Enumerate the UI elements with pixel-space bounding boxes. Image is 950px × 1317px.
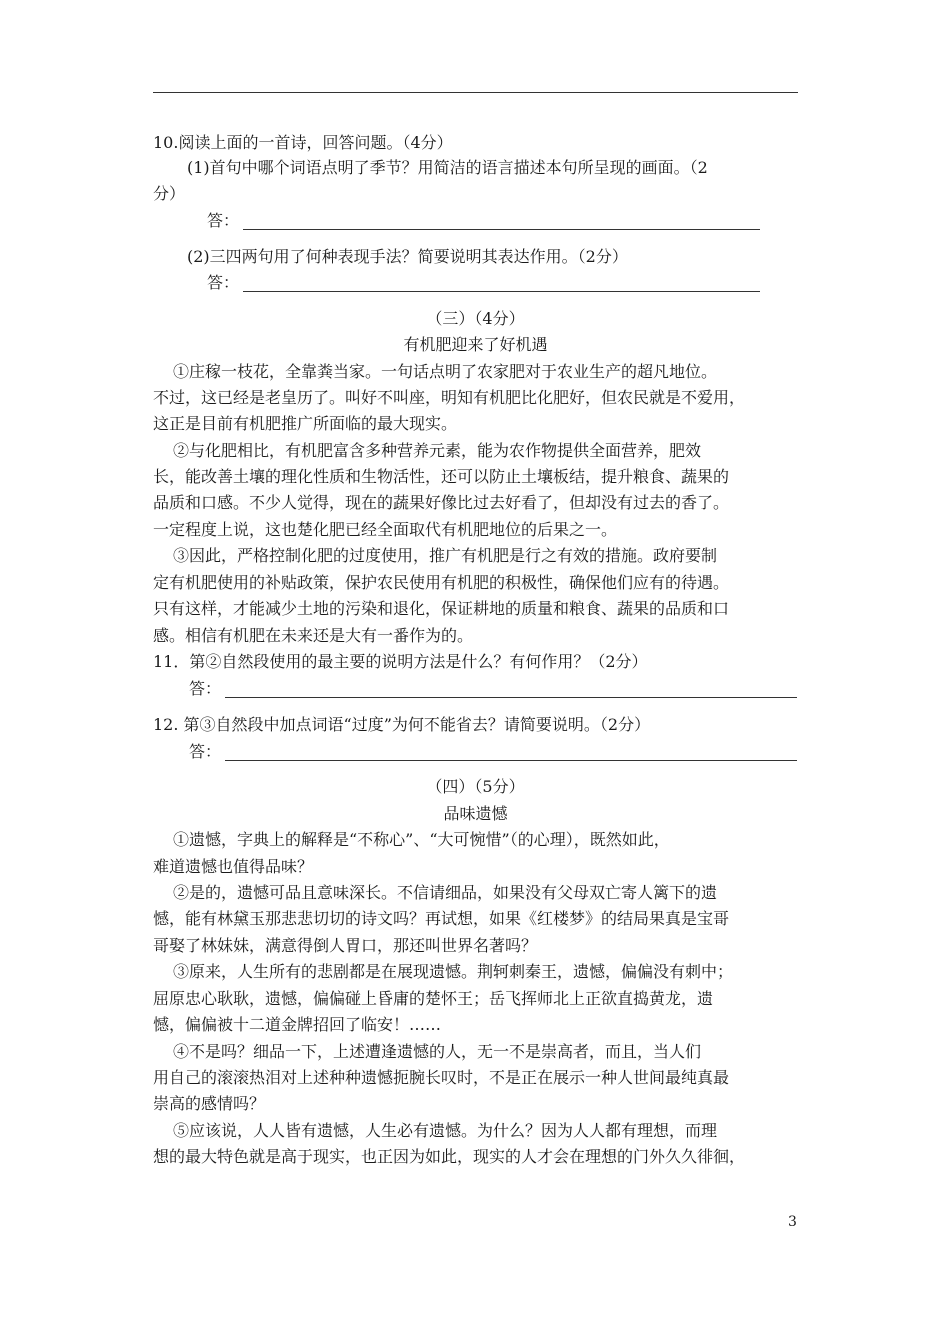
passage-line: ②与化肥相比，有机肥富含多种营养元素，能为农作物提供全面营养，肥效 bbox=[173, 441, 702, 460]
header-rule bbox=[153, 92, 798, 93]
passage-line: ③因此，严格控制化肥的过度使用，推广有机肥是行之有效的措施。政府要制 bbox=[173, 546, 718, 565]
section-heading: （三）（4分） bbox=[426, 309, 525, 328]
passage-line: 想的最大特色就是高于现实，也正因为如此，现实的人才会在理想的门外久久徘徊， bbox=[153, 1147, 746, 1166]
answer-line[interactable] bbox=[225, 760, 797, 761]
q10-title: 10.阅读上面的一首诗，回答问题。（4分） bbox=[153, 133, 453, 152]
passage-line: ①庄稼一枝花，全靠粪当家。一句话点明了农家肥对于农业生产的超凡地位。 bbox=[173, 362, 718, 381]
passage-line: ①遗憾，字典上的解释是“不称心”、“大可惋惜”（的心理），既然如此， bbox=[173, 830, 670, 849]
answer-label: 答： bbox=[189, 679, 222, 698]
passage-line: 感。相信有机肥在未来还是大有一番作为的。 bbox=[153, 626, 474, 645]
passage-line: 憾，能有林黛玉那悲悲切切的诗文吗？再试想，如果《红楼梦》的结局果真是宝哥 bbox=[153, 909, 730, 928]
passage-title: 品味遗憾 bbox=[443, 804, 508, 823]
passage-title: 有机肥迎来了好机遇 bbox=[403, 335, 548, 354]
passage-line: 哥娶了林妹妹，满意得倒人胃口，那还叫世界名著吗？ bbox=[153, 936, 538, 955]
passage-line: 崇高的感情吗？ bbox=[153, 1094, 266, 1113]
passage-line: 屈原忠心耿耿，遗憾，偏偏碰上昏庸的楚怀王；岳飞挥师北上正欲直捣黄龙，遗 bbox=[153, 989, 714, 1008]
passage-line: 定有机肥使用的补贴政策，保护农民使用有机肥的积极性，确保他们应有的待遇。 bbox=[153, 573, 730, 592]
q10-sub2: (2)三四两句用了何种表现手法？简要说明其表达作用。（2分） bbox=[187, 247, 628, 266]
passage-line: ③原来，人生所有的悲剧都是在展现遗憾。荆轲刺秦王，遗憾，偏偏没有刺中； bbox=[173, 962, 734, 981]
passage-line: ④不是吗？细品一下，上述遭逢遗憾的人，无一不是崇高者，而且，当人们 bbox=[173, 1042, 702, 1061]
q12-text: 12. 第③自然段中加点词语“过度”为何不能省去？请简要说明。（2分） bbox=[153, 715, 651, 734]
passage-line: 用自己的滚滚热泪对上述种种遗憾扼腕长叹时，不是正在展示一种人世间最纯真最 bbox=[153, 1068, 730, 1087]
passage-line: 不过，这已经是老皇历了。叫好不叫座，明知有机肥比化肥好，但农民就是不爱用， bbox=[153, 388, 746, 407]
answer-label: 答： bbox=[207, 273, 240, 292]
passage-line: 一定程度上说，这也楚化肥已经全面取代有机肥地位的后果之一。 bbox=[153, 520, 618, 539]
q10-sub1-cont: 分） bbox=[153, 184, 186, 203]
passage-line: 品质和口感。不少人觉得，现在的蔬果好像比过去好看了，但却没有过去的香了。 bbox=[153, 493, 730, 512]
passage-line: ②是的，遗憾可品且意味深长。不信请细品，如果没有父母双亡寄人篱下的遗 bbox=[173, 883, 718, 902]
q11-text: 11．第②自然段使用的最主要的说明方法是什么？有何作用？（2分） bbox=[153, 652, 648, 671]
answer-label: 答： bbox=[207, 211, 240, 230]
page-number: 3 bbox=[788, 1214, 797, 1230]
answer-label: 答： bbox=[189, 742, 222, 761]
passage-line: 只有这样，才能减少土地的污染和退化，保证耕地的质量和粮食、蔬果的品质和口 bbox=[153, 599, 730, 618]
passage-line: 长，能改善土壤的理化性质和生物活性，还可以防止土壤板结，提升粮食、蔬果的 bbox=[153, 467, 730, 486]
section-heading: （四）（5分） bbox=[426, 777, 525, 796]
q10-sub1: (1)首句中哪个词语点明了季节？用简洁的语言描述本句所呈现的画面。（2 bbox=[187, 158, 708, 177]
passage-line: 憾，偏偏被十二道金牌招回了临安！…… bbox=[153, 1015, 442, 1034]
passage-line: ⑤应该说，人人皆有遗憾，人生必有遗憾。为什么？因为人人都有理想，而理 bbox=[173, 1121, 718, 1140]
passage-line: 这正是目前有机肥推广所面临的最大现实。 bbox=[153, 414, 458, 433]
answer-line[interactable] bbox=[225, 697, 797, 698]
answer-line[interactable] bbox=[243, 291, 760, 292]
passage-line: 难道遗憾也值得品味？ bbox=[153, 857, 314, 876]
answer-line[interactable] bbox=[243, 229, 760, 230]
